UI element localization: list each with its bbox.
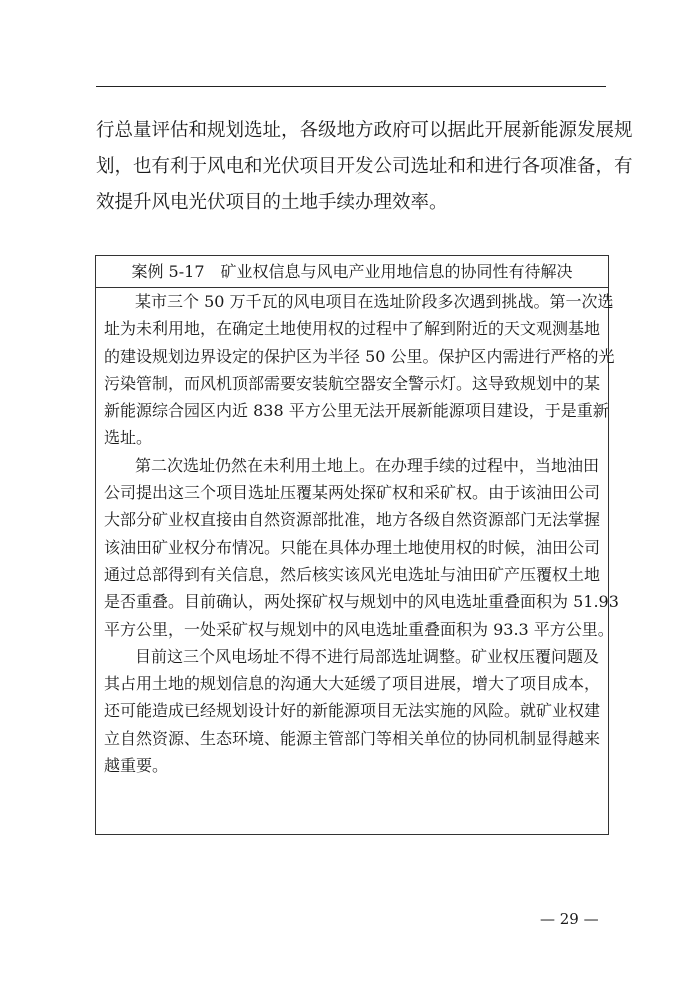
case-line: 还可能造成已经规划设计好的新能源项目无法实施的风险。就矿业权建 (104, 701, 601, 721)
case-line: 平方公里，一处采矿权与规划中的风电选址重叠面积为 93.3 平方公里。 (104, 619, 614, 639)
page-number: — 29 — (540, 910, 599, 928)
case-line: 第二次选址仍然在未利用土地上。在办理手续的过程中，当地油田 (135, 455, 600, 475)
case-line: 通过总部得到有关信息，然后核实该风光电选址与油田矿产压覆权土地 (104, 564, 601, 584)
case-line: 越重要。 (104, 756, 169, 776)
case-line: 其占用土地的规划信息的沟通大大延缓了项目进展，增大了项目成本， (104, 674, 601, 694)
case-line: 公司提出这三个项目选址压覆某两处探矿权和采矿权。由于该油田公司 (104, 483, 601, 503)
case-line: 目前这三个风电场址不得不进行局部选址调整。矿业权压覆问题及 (135, 646, 600, 666)
intro-line: 划，也有利于风电和光伏项目开发公司选址和和进行各项准备，有 (96, 156, 633, 177)
header-rule (96, 86, 606, 87)
case-line: 选址。 (104, 428, 153, 448)
case-body (96, 288, 619, 779)
case-title: 案例 5-17 矿业权信息与风电产业用地信息的协同性有待解决 (96, 256, 608, 288)
case-line: 新能源综合园区内近 838 平方公里无法开展新能源项目建设，于是重新 (104, 401, 609, 421)
intro-line: 行总量评估和规划选址，各级地方政府可以据此开展新能源发展规 (96, 120, 633, 141)
case-line: 的建设规划边界设定的保护区为半径 50 公里。保护区内需进行严格的光 (104, 346, 615, 366)
case-box (95, 255, 619, 835)
case-line: 是否重叠。目前确认，两处探矿权与规划中的风电选址重叠面积为 51.93 (104, 592, 619, 612)
intro-line: 效提升风电光伏项目的土地手续办理效率。 (96, 192, 448, 213)
case-line: 某市三个 50 万千瓦的风电项目在选址阶段多次遇到挑战。第一次选 (135, 292, 614, 311)
case-line: 污染管制，而风机顶部需要安装航空器安全警示灯。这导致规划中的某 (104, 373, 601, 393)
case-line: 址为未利用地，在确定土地使用权的过程中了解到附近的天文观测基地 (104, 319, 601, 339)
case-line: 大部分矿业权直接由自然资源部批准，地方各级自然资源部门无法掌握 (104, 510, 601, 530)
case-line: 该油田矿业权分布情况。只能在具体办理土地使用权的时候，油田公司 (104, 537, 601, 557)
intro-paragraph (96, 113, 633, 221)
case-line: 立自然资源、生态环境、能源主管部门等相关单位的协同机制显得越来 (104, 728, 601, 748)
